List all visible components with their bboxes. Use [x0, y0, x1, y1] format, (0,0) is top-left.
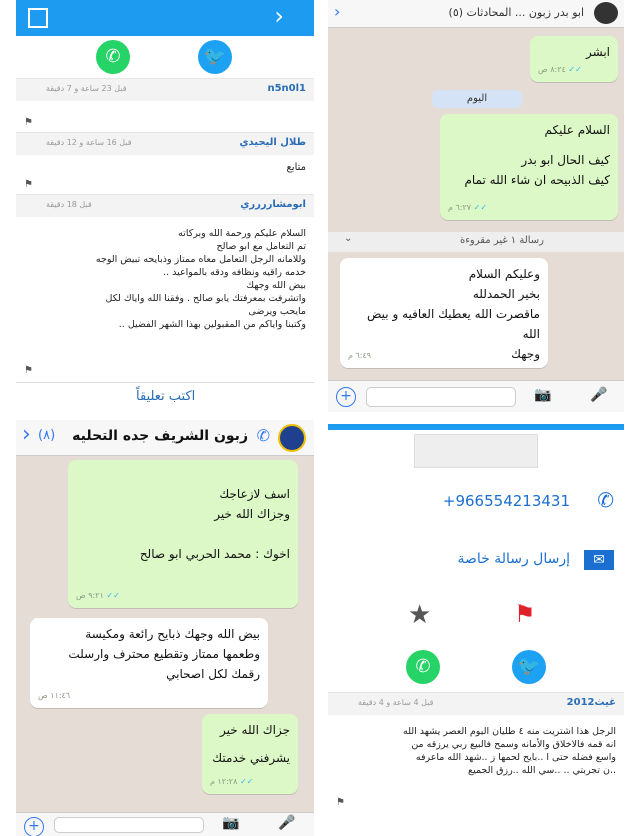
comment-username[interactable]: ابومشارررري	[240, 199, 306, 210]
comment-line: تم التعامل مع ابو صالح	[216, 241, 306, 252]
chevron-down-icon[interactable]: ⌄	[344, 233, 353, 244]
message-meta	[448, 198, 487, 218]
private-message-link[interactable]: إرسال رسالة خاصة	[457, 551, 570, 567]
message-meta	[348, 346, 371, 366]
phone-icon: ✆	[597, 488, 614, 512]
comment-2	[16, 132, 314, 194]
comment-time: قبل 23 ساعة و 7 دقيقة	[46, 84, 127, 93]
microphone-icon[interactable]: 🎤	[590, 387, 608, 403]
comment-line: متابع	[286, 162, 306, 173]
message-line: وجزاك الله خير	[214, 507, 290, 521]
message-time: ٩:٢١ ص	[76, 591, 104, 600]
unread-divider	[328, 232, 624, 252]
forum-comments-panel	[16, 0, 314, 412]
message-out-2[interactable]	[440, 114, 618, 220]
message-meta	[76, 586, 120, 606]
chat-header	[16, 420, 314, 456]
twitter-icon[interactable]: 🐦	[198, 40, 232, 74]
comment-line: واسع فضله حتى ا ..بايح لحمها ز ..شهد الله ماعرفه	[415, 752, 616, 763]
comment-time: قبل 4 ساعة و 4 دقيقة	[358, 698, 434, 707]
comment-header	[328, 693, 624, 715]
back-chevron-icon[interactable]: ‹	[22, 422, 31, 447]
comment-line: انه قمه فالاخلاق والأمانه وسمح فالبيع ربي يرزقه من	[411, 739, 616, 750]
write-comment-link[interactable]: اكتب تعليقاً	[136, 389, 196, 404]
back-chevron-icon[interactable]: ‹	[334, 2, 341, 21]
comment-header	[16, 79, 314, 101]
message-line: ماقصرت الله يعطيك العافيه و بيض الله	[366, 307, 540, 341]
report-flag-icon[interactable]: ⚑	[24, 179, 33, 190]
chat-header-title[interactable]: ابو بدر زبون ... المحادثات (٥)	[448, 6, 584, 19]
message-time: ١١:٤٦ ص	[38, 691, 71, 700]
private-message-row[interactable]	[457, 550, 614, 570]
avatar[interactable]	[594, 2, 618, 24]
chevron-right-icon[interactable]: ›	[274, 2, 284, 30]
message-line	[210, 740, 290, 748]
comment-line: خدمه راقيه ونظافه ودقه بالمواعيد ..	[163, 267, 306, 278]
message-input-bar	[328, 380, 624, 412]
message-line: بخير الحمدلله	[472, 287, 540, 301]
phone-row[interactable]	[442, 488, 614, 512]
comment-line: وكتبنا واياكم من المقبولين بهذا الشهر الفضيل ..	[118, 319, 306, 330]
read-ticks-icon: ✓✓	[106, 591, 120, 600]
document-thumbnail[interactable]	[414, 434, 538, 468]
report-flag-icon[interactable]: ⚑	[24, 365, 33, 376]
comment-line: مايحب ويرضى	[248, 306, 306, 317]
message-input[interactable]	[366, 387, 516, 407]
message-meta	[210, 772, 253, 792]
twitter-icon[interactable]: 🐦	[512, 650, 546, 684]
message-line: جزاك الله خير	[220, 723, 290, 737]
comment-body	[16, 155, 314, 177]
chat-panel-bottom	[16, 420, 314, 836]
read-ticks-icon: ✓✓	[239, 777, 254, 786]
message-out-1[interactable]	[530, 36, 618, 82]
comment-line: ..ن تجربتي .. ..سي الله ..رزق الجميع	[468, 765, 616, 776]
chat-panel-top	[328, 0, 624, 412]
message-meta	[38, 686, 70, 706]
comment	[328, 692, 624, 812]
message-in-1[interactable]	[30, 618, 268, 708]
message-line: اسف لازعاجك	[219, 487, 290, 501]
message-out-1[interactable]	[68, 460, 298, 608]
message-line: اخوك : محمد الحربي ابو صالح	[139, 547, 290, 561]
share-row	[16, 36, 314, 78]
whatsapp-icon[interactable]: ✆	[406, 650, 440, 684]
comment-body	[16, 217, 314, 333]
envelope-icon: ✉	[584, 550, 614, 570]
message-time: ٦:٢٧ م	[448, 203, 472, 212]
message-time: ٦:٤٩ م	[348, 351, 372, 360]
unread-count[interactable]: (٨)	[38, 428, 56, 443]
comment-3	[16, 194, 314, 380]
star-icon[interactable]: ★	[408, 600, 432, 630]
day-label: اليوم	[432, 90, 522, 108]
comment-time: قبل 16 ساعة و 12 دقيقة	[46, 138, 132, 147]
message-in-1[interactable]	[340, 258, 548, 368]
phone-number[interactable]: +966554213431	[442, 492, 570, 510]
comment-line: واتشرفت بمعرفتك يابو صالح . وفقنا الله واياك لكل	[105, 293, 306, 304]
forum-top-bar	[16, 0, 314, 36]
report-flag-icon[interactable]: ⚑	[336, 797, 345, 808]
message-meta	[538, 60, 582, 80]
message-line: وعليكم السلام	[468, 267, 540, 281]
message-line	[76, 524, 290, 544]
message-line: كيف الحال ابو بدر	[521, 153, 610, 167]
comment-line: بيض الله وجهك	[246, 280, 306, 291]
plus-icon[interactable]: +	[336, 387, 356, 407]
read-ticks-icon: ✓✓	[473, 203, 488, 212]
unread-label: رسالة ١ غير مقروءة	[459, 235, 544, 246]
comment-line: الرجل هذا اشتريت منه ٤ طليان اليوم العصر يشهد الله	[403, 726, 616, 737]
message-text: ابشر	[586, 45, 610, 59]
message-line: السلام عليكم	[544, 123, 610, 137]
message-line: رقمك لكل اصحابي	[166, 667, 260, 681]
read-ticks-icon: ✓✓	[568, 65, 582, 74]
message-input[interactable]	[54, 817, 204, 833]
avatar[interactable]	[278, 424, 306, 452]
comment-username[interactable]: طلال اليحيدي	[239, 137, 306, 148]
whatsapp-icon[interactable]: ✆	[96, 40, 130, 74]
message-line: كيف الذبيحه ان شاء الله تمام	[464, 173, 610, 187]
message-line: وطعمها ممتاز وتقطيع محترف وارسلت	[68, 647, 260, 661]
message-out-2[interactable]	[202, 714, 298, 794]
report-flag-icon[interactable]: ⚑	[24, 117, 33, 128]
comment-header	[16, 133, 314, 155]
comment-line: وللامانه الرجل التعامل معاه ممتاز وذبايحه تبيض الوجه	[95, 254, 306, 265]
message-input-bar	[16, 812, 314, 836]
message-time: ٨:٢٤ ص	[538, 65, 566, 74]
message-line: يشرفني خدمتك	[212, 751, 290, 765]
message-line: وجهك	[511, 347, 540, 361]
write-comment-bar[interactable]	[16, 382, 314, 412]
contact-panel	[328, 424, 624, 836]
flag-icon[interactable]: ⚑	[514, 600, 536, 628]
message-line: بيض الله وجهك ذبايح رائعة ومكيسة	[85, 627, 260, 641]
camera-icon[interactable]: 📷	[534, 387, 552, 403]
comment-line: السلام عليكم ورحمة الله وبركاته	[178, 228, 306, 239]
comment-body	[328, 715, 624, 779]
phone-icon[interactable]: ✆	[256, 426, 270, 445]
chat-contact-name[interactable]: زبون الشريف جده التحليه	[72, 428, 248, 444]
comment-username[interactable]: غيث2012	[566, 697, 616, 708]
top-accent-bar	[328, 424, 624, 430]
square-icon[interactable]	[28, 8, 48, 28]
chat-header	[328, 0, 624, 28]
message-line	[448, 140, 610, 150]
plus-icon[interactable]: +	[24, 817, 44, 836]
message-time: ١٢:٢٨ م	[210, 777, 238, 786]
camera-icon[interactable]: 📷	[222, 815, 240, 831]
comment-username[interactable]: n5n0l1	[267, 83, 306, 94]
comment-time: قبل 18 دقيقة	[46, 200, 92, 209]
comment-1	[16, 78, 314, 132]
comment-header	[16, 195, 314, 217]
microphone-icon[interactable]: 🎤	[278, 815, 296, 831]
